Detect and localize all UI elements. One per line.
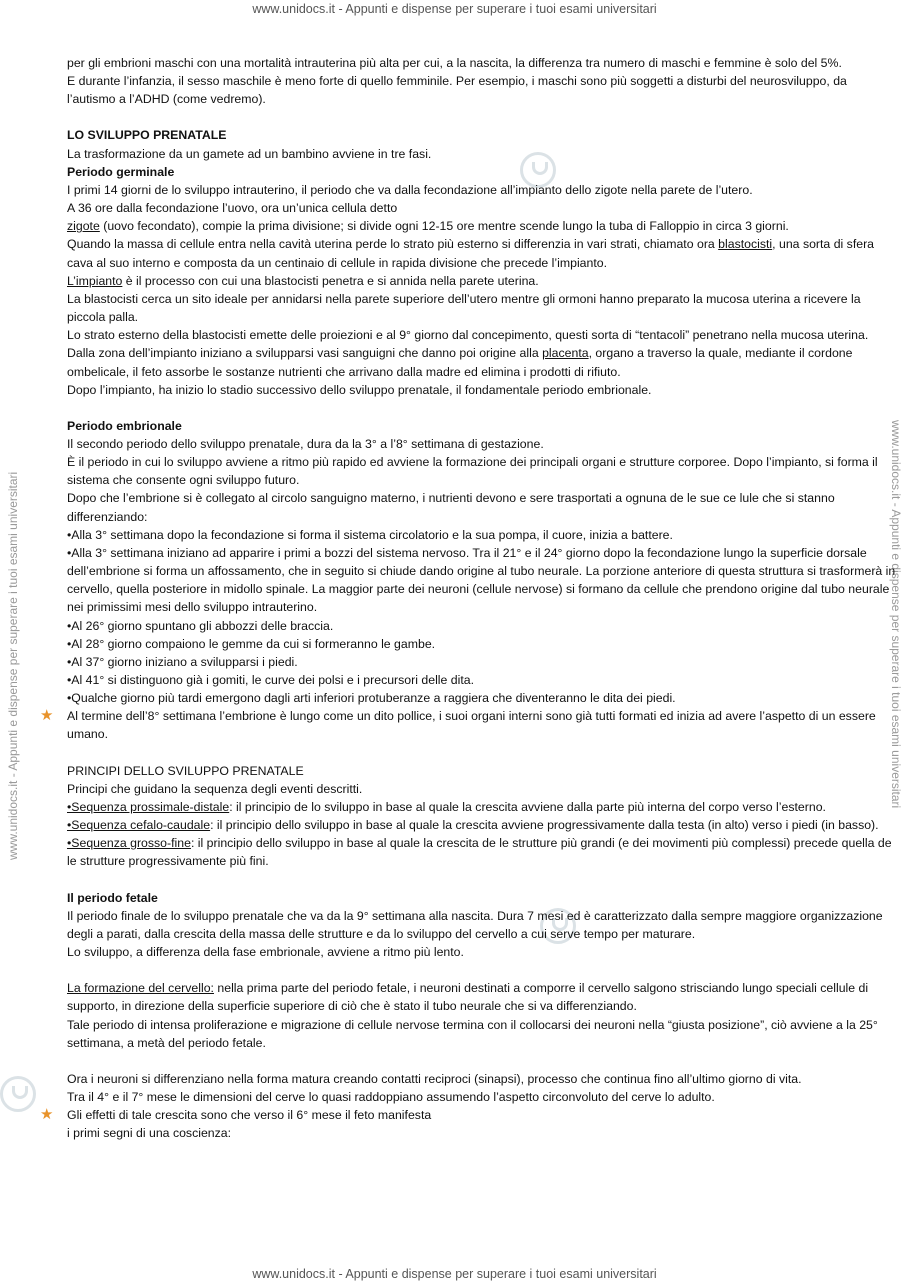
term-placenta: placenta	[542, 346, 589, 361]
section-heading: LO SVILUPPO PRENATALE	[67, 128, 227, 143]
section-heading: PRINCIPI DELLO SVILUPPO PRENATALE	[67, 763, 304, 778]
list-item: •Al 37° giorno iniziano a svilupparsi i piedi.	[67, 654, 298, 669]
paragraph: A 36 ore dalla fecondazione l’uovo, ora un’unica cellula detto	[67, 201, 398, 216]
paragraph: Lo strato esterno della blastocisti emette delle proiezioni e al 9° giorno dal concepimento, questi sorta di “tentacoli” penetrano nella mucosa uterina.	[67, 328, 869, 343]
header-watermark: www.unidocs.it - Appunti e dispense per superare i tuoi esami universitari	[252, 2, 657, 16]
paragraph: Dopo che l’embrione si è collegato al circolo sanguigno materno, i nutrienti devono e sere trasportati a ognuna de le sue ce lule che si stanno differenziando:	[67, 491, 835, 524]
document-body	[40, 54, 897, 1142]
footer-watermark: www.unidocs.it - Appunti e dispense per superare i tuoi esami universitari	[252, 1267, 657, 1281]
paragraph: I primi 14 giorni de lo sviluppo intrauterino, il periodo che va dalla fecondazione all’impianto dello zigote nella parete de l’utero.	[67, 182, 753, 197]
paragraph: Tale periodo di intensa proliferazione e migrazione di cellule nervose termina con il collocarsi dei neuroni nella “giusta posizione”, ciò avviene a la 25° settimana, a metà del periodo fetale.	[67, 1017, 878, 1050]
paragraph: Il periodo finale de lo sviluppo prenatale che va da la 9° settimana alla nascita. Dura 7 mesi ed è caratterizzato dalla sempre maggiore organizzazione degli a parati, dalla crescita della massa delle strutture e da lo sviluppo del cervello a cui serve tempo per maturare.	[67, 908, 883, 941]
paragraph: La blastocisti cerca un sito ideale per annidarsi nella parete superiore dell’utero mentre gli ormoni hanno preparato la mucosa uterina a ricevere la piccola palla.	[67, 291, 861, 325]
paragraph: ★ Gli effetti di tale crescita sono che verso il 6° mese il feto manifesta	[40, 1106, 432, 1124]
list-item: •Al 41° si distinguono già i gomiti, le curve dei polsi e i precursori delle dita.	[67, 673, 475, 687]
paragraph: La formazione del cervello: nella prima parte del periodo fetale, i neuroni destinati a comporre il cervello salgono strisciando lungo speciali cellule di supporto, in direzione della superficie superiore di ciò che è stato il tubo neurale che si va differenziando.	[67, 981, 869, 1014]
paragraph: E durante l’infanzia, il sesso maschile è meno forte di quello femminile. Per esempio, i maschi sono più soggetti a disturbi del neurosviluppo, da l’autismo a l’ADHD (come vedremo).	[67, 74, 847, 107]
star-icon: ★	[40, 707, 54, 725]
list-item: •Sequenza cefalo-caudale: il principio dello sviluppo in base al quale la crescita avviene progressivamente dalla testa (in alto) verso i piedi (in basso).	[67, 818, 879, 833]
list-item: •Al 28° giorno compaiono le gemme da cui si formeranno le gambe.	[67, 636, 436, 651]
paragraph: Lo sviluppo, a differenza della fase embrionale, avviene a ritmo più lento.	[67, 945, 464, 960]
side-watermark-right: www.unidocs.it - Appunti e dispense per superare i tuoi esami universitari	[889, 420, 903, 809]
paragraph: zigote (uovo fecondato), compie la prima divisione; si divide ogni 12-15 ore mentre scende lungo la tuba di Falloppio in circa 3 giorni.	[67, 219, 789, 234]
paragraph: Dalla zona dell’impianto iniziano a svilupparsi vasi sanguigni che danno poi origine alla placenta, organo a traverso la quale, mediante il cordone ombelicale, il feto assorbe le sostanze nutrienti che arrivano dalla madre ed elimina i prodotti di rifiuto.	[67, 346, 853, 379]
paragraph: L’impianto è il processo con cui una blastocisti penetra e si annida nella parete uterina.	[67, 273, 539, 288]
list-item: •Qualche giorno più tardi emergono dagli arti inferiori protuberanze a raggiera che diventeranno le dita dei piedi.	[67, 691, 676, 706]
list-item: •Sequenza grosso-fine: il principio dello sviluppo in base al quale la crescita de le strutture più grandi (e dei movimenti più complessi) precede quella de le strutture progressivamente più fini.	[67, 836, 892, 869]
subsection-heading: Periodo embrionale	[67, 418, 182, 433]
star-icon: ★	[40, 1106, 54, 1124]
paragraph: per gli embrioni maschi con una mortalità intrauterina più alta per cui, a la nascita, la differenza tra numero di maschi e femmine è solo del 5%.	[67, 56, 842, 70]
unidocs-logo-icon	[0, 1076, 36, 1112]
subsection-heading: Il periodo fetale	[67, 890, 158, 905]
list-item: •Sequenza prossimale-distale: il principio de lo sviluppo in base al quale la crescita avviene dalla parte più interna del corpo verso l’esterno.	[67, 799, 826, 814]
paragraph: ★ Al termine dell’8° settimana l’embrione è lungo come un dito pollice, i suoi organi interni sono già tutti formati ed inizia ad avere l’aspetto di un essere umano.	[40, 707, 876, 742]
paragraph: Dopo l’impianto, ha inizio lo stadio successivo dello sviluppo prenatale, il fondamentale periodo embrionale.	[67, 382, 652, 397]
paragraph: Ora i neuroni si differenziano nella forma matura creando contatti reciproci (sinapsi), processo che continua fino all’ultimo giorno di vita.	[67, 1071, 802, 1086]
term-impianto: L’impianto	[67, 273, 123, 288]
side-watermark-left: www.unidocs.it - Appunti e dispense per superare i tuoi esami universitari	[6, 471, 20, 860]
paragraph: Quando la massa di cellule entra nella cavità uterina perde lo strato più esterno si differenzia in vari strati, chiamato ora blastocisti, una sorta di sfera cava al suo interno e composta da un centinaio di cellule in rapida divisione che precede l’impianto.	[67, 237, 875, 270]
paragraph: Il secondo periodo dello sviluppo prenatale, dura da la 3° a l’8° settimana di gestazione.	[67, 436, 544, 451]
list-item: •Alla 3° settimana iniziano ad apparire i primi a bozzi del sistema nervoso. Tra il 21° e il 24° giorno dopo la fecondazione lungo la superficie dorsale dell’embrione si forma un affossamento, che in seguito si chiude dando origine al tubo neurale. La porzione anteriore di questa struttura si trasformerà in cervello, quella posteriore in midollo spinale. La maggior parte dei neuroni (cellule nervose) si formano da cellule che prendono origine dal tubo neurale nei primissimi mesi dello sviluppo intrauterino.	[67, 545, 896, 615]
subsection-heading: Periodo germinale	[67, 164, 175, 179]
paragraph: È il periodo in cui lo sviluppo avviene a ritmo più rapido ed avviene la formazione dei principali organi e strutture corporee. Dopo l’impianto, si forma il sistema che consente ogni sviluppo futuro.	[67, 455, 878, 488]
list-item: •Alla 3° settimana dopo la fecondazione si forma il sistema circolatorio e la sua pompa, il cuore, inizia a battere.	[67, 527, 673, 542]
paragraph: La trasformazione da un gamete ad un bambino avviene in tre fasi.	[67, 146, 432, 161]
paragraph: i primi segni di una coscienza:	[67, 1126, 232, 1141]
paragraph: Principi che guidano la sequenza degli eventi descritti.	[67, 781, 363, 796]
term-blastocisti: blastocisti	[718, 237, 773, 252]
list-item: •Al 26° giorno spuntano gli abbozzi delle braccia.	[67, 618, 334, 633]
term-zigote: zigote	[67, 219, 100, 234]
paragraph: Tra il 4° e il 7° mese le dimensioni del cerve lo quasi raddoppiano assumendo l’aspetto circonvoluto del cerve lo adulto.	[67, 1089, 715, 1104]
